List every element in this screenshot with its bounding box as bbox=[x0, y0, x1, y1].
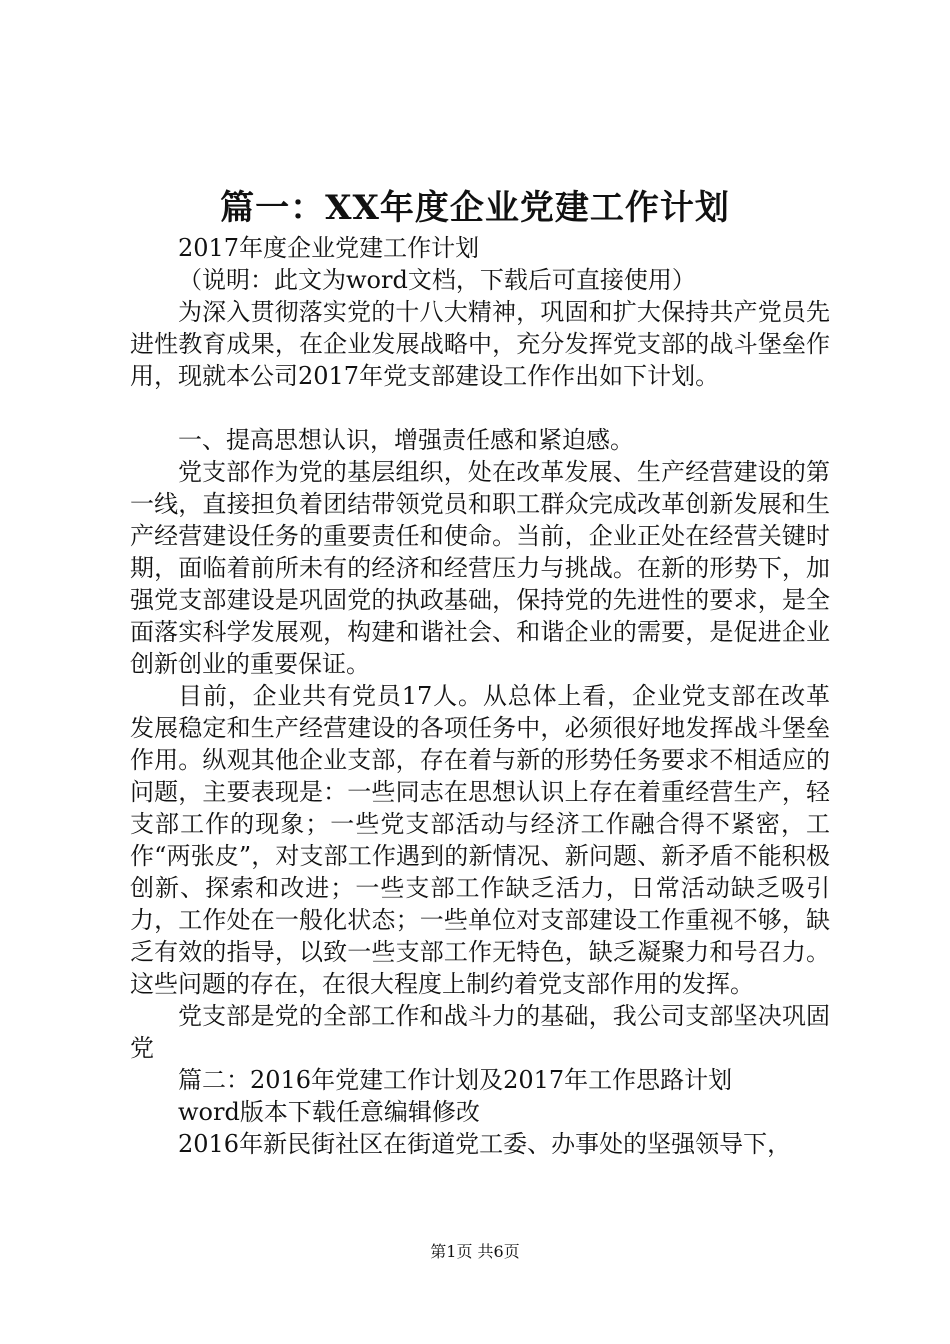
document-body bbox=[130, 232, 830, 1160]
paragraph-word-note: word版本下载任意编辑修改 bbox=[178, 1098, 480, 1126]
paragraph-spacer bbox=[130, 392, 830, 424]
section-heading-2: 篇二：2016年党建工作计划及2017年工作思路计划 bbox=[178, 1066, 733, 1094]
paragraph-note: （说明：此文为word文档，下载后可直接使用） bbox=[178, 266, 696, 294]
paragraph-body-2: 目前，企业共有党员17人。从总体上看，企业党支部在改革发展稳定和生产经营建设的各项任务中，必须很好地发挥战斗堡垒作用。纵观其他企业支部，存在着与新的形势任务要求不相适应的问题，主要表现是：一些同志在思想认识上存在着重经营生产，轻支部工作的现象；一些党支部活动与经济工作融合得不紧密，工作“两张皮”，对支部工作遇到的新情况、新问题、新矛盾不能积极创新、探索和改进；一些支部工作缺乏活力，日常活动缺乏吸引力，工作处在一般化状态；一些单位对支部建设工作重视不够，缺乏有效的指导，以致一些支部工作无特色，缺乏凝聚力和号召力。这些问题的存在，在很大程度上制约着党支部作用的发挥。 bbox=[130, 682, 830, 998]
document-title: 篇一：XX年度企业党建工作计划 bbox=[220, 188, 730, 228]
page-number-footer: 第1页 共6页 bbox=[430, 1242, 520, 1261]
paragraph-body-4: 2016年新民街社区在街道党工委、办事处的坚强领导下， bbox=[178, 1130, 792, 1158]
paragraph-intro: 为深入贯彻落实党的十八大精神，巩固和扩大保持共产党员先进性教育成果，在企业发展战略中，充分发挥党支部的战斗堡垒作用，现就本公司2017年党支部建设工作作出如下计划。 bbox=[130, 298, 830, 390]
section-heading-1: 一、提高思想认识，增强责任感和紧迫感。 bbox=[178, 426, 634, 454]
paragraph-body-3: 党支部是党的全部工作和战斗力的基础，我公司支部坚决巩固党 bbox=[130, 1002, 830, 1062]
paragraph-subtitle: 2017年度企业党建工作计划 bbox=[178, 234, 480, 262]
paragraph-body-1: 党支部作为党的基层组织，处在改革发展、生产经营建设的第一线，直接担负着团结带领党员和职工群众完成改革创新发展和生产经营建设任务的重要责任和使命。当前，企业正处在经营关键时期，面临着前所未有的经济和经营压力与挑战。在新的形势下，加强党支部建设是巩固党的执政基础，保持党的先进性的要求，是全面落实科学发展观，构建和谐社会、和谐企业的需要，是促进企业创新创业的重要保证。 bbox=[130, 458, 830, 678]
